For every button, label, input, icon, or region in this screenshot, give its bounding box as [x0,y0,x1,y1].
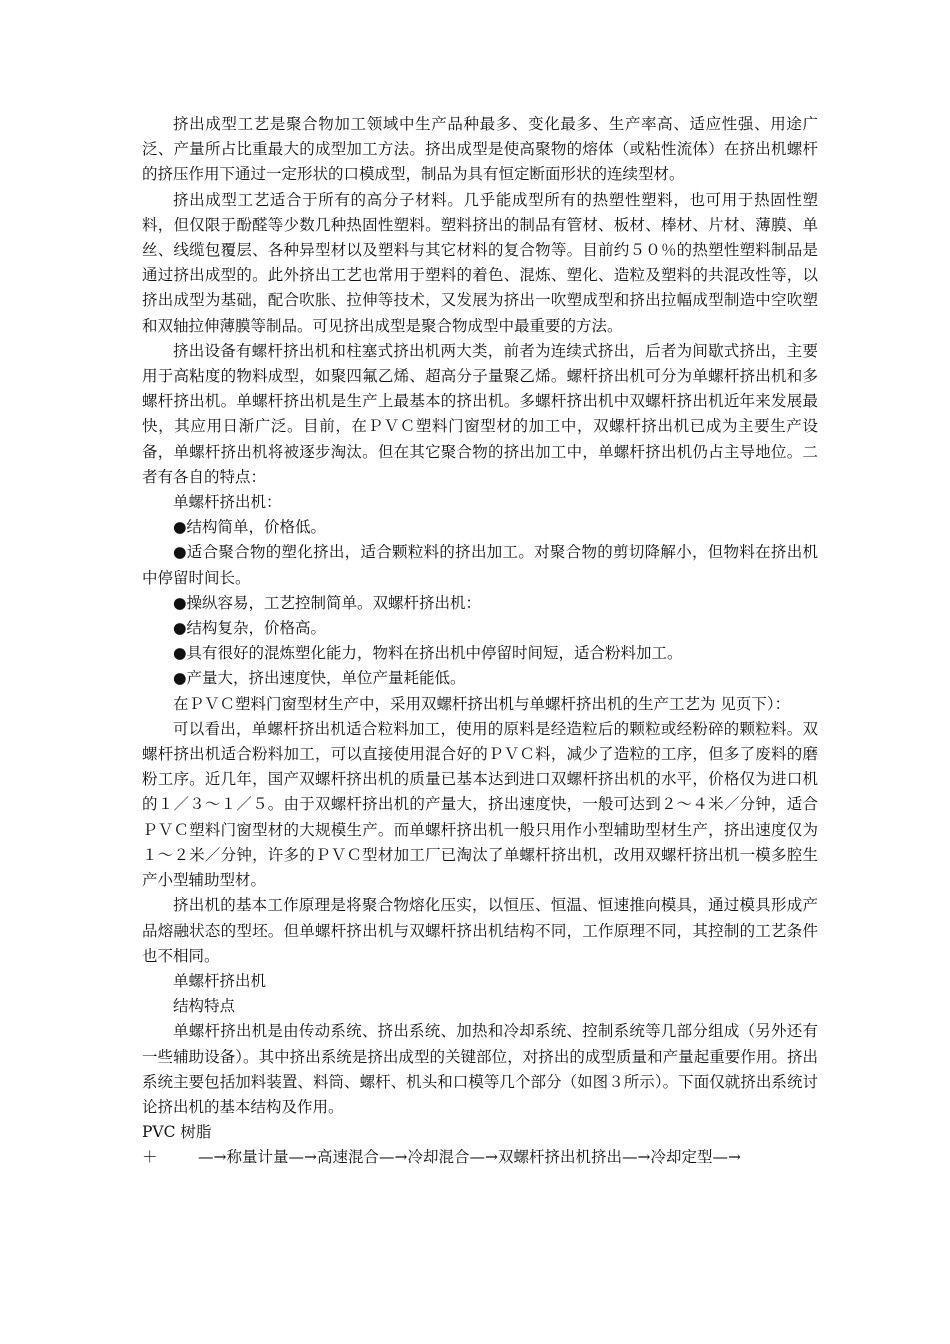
bullet-item: ●结构简单，价格低。 [173,518,327,537]
paragraph-structure: 单螺杆挤出机是由传动系统、挤出系统、加热和冷却系统、控制系统等几部分组成（另外还有一些辅助设备）。其中挤出系统是挤出成型的关键部位，对挤出的成型质量和产量起重要作用。挤出系统主要包括加料装置、料筒、螺杆、机头和口模等几个部分（如图３所示）。下面仅就挤出系统讨论挤出机的基本结构及作用。 [142,1022,818,1116]
bullet-item: ●具有很好的混炼塑化能力，物料在挤出机中停留时间短，适合粉料加工。 [173,644,683,663]
bullet-item: ●操纵容易，工艺控制简单。双螺杆挤出机： [173,593,482,612]
document-body [142,112,818,1171]
section-heading: 单螺杆挤出机 [173,971,267,990]
flow-plus-sign: ＋ [142,1148,158,1167]
flow-steps: —→称量计量—→高速混合—→冷却混合—→双螺杆挤出机挤出—→冷却定型—→ [198,1148,741,1167]
paragraph-comparison: 可以看出，单螺杆挤出机适合粒料加工，使用的原料是经造粒后的颗粒或经粉碎的颗粒料。双螺杆挤出机适合粉料加工，可以直接使用混合好的ＰＶＣ料，减少了造粒的工序，但多了废料的磨粉工序。近几年，国产双螺杆挤出机的质量已基本达到进口双螺杆挤出机的水平，价格仅为进口机的１／３～１／５。由于双螺杆挤出机的产量大，挤出速度快，一般可达到２～４米／分钟，适合ＰＶＣ塑料门窗型材的大规模生产。而单螺杆挤出机一般只用作小型辅助型材生产，挤出速度仅为１～２米／分钟，许多的ＰＶＣ型材加工厂已淘汰了单螺杆挤出机，改用双螺杆挤出机一模多腔生产小型辅助型材。 [142,719,818,890]
bullet-item: ●适合聚合物的塑化挤出，适合颗粒料的挤出加工。对聚合物的剪切降解小，但物料在挤出机中停留时间长。 [142,543,818,587]
process-flow-line [142,1145,818,1170]
heading-single-screw-features: 单螺杆挤出机： [173,493,282,512]
paragraph-equipment: 挤出设备有螺杆挤出机和柱塞式挤出机两大类，前者为连续式挤出，后者为间歇式挤出，主要用于高粘度的物料成型，如聚四氟乙烯、超高分子量聚乙烯。螺杆挤出机可分为单螺杆挤出机和多螺杆挤出机。单螺杆挤出机是生产上最基本的挤出机。多螺杆挤出机中双螺杆挤出机近年来发展最快，其应用日渐广泛。目前，在ＰＶＣ塑料门窗型材的加工中，双螺杆挤出机已成为主要生产设备，单螺杆挤出机将被逐步淘汰。但在其它聚合物的挤出加工中，单螺杆挤出机仍占主导地位。二者有各自的特点： [142,341,818,486]
paragraph-intro: 挤出成型工艺是聚合物加工领域中生产品种最多、变化最多、生产率高、适应性强、用途广泛、产量所占比重最大的成型加工方法。挤出成型是使高聚物的熔体（或粘性流体）在挤出机螺杆的挤压作用下通过一定形状的口模成型，制品为具有恒定断面形状的连续型材。 [142,115,818,184]
paragraph-process-intro: 在ＰＶＣ塑料门窗型材生产中，采用双螺杆挤出机与单螺杆挤出机的生产工艺为 见页下）： [173,694,791,713]
flow-label: PVC 树脂 [142,1123,212,1142]
bullet-item: ●结构复杂，价格高。 [173,619,327,638]
subsection-heading: 结构特点 [173,997,236,1016]
bullet-item: ●产量大，挤出速度快，单位产量耗能低。 [173,669,466,688]
paragraph-principle: 挤出机的基本工作原理是将聚合物熔化压实，以恒压、恒温、恒速推向模具，通过模具形成产品熔融状态的型坯。但单螺杆挤出机与双螺杆挤出机结构不同，工作原理不同，其控制的工艺条件也不相同。 [142,896,818,965]
paragraph-materials: 挤出成型工艺适合于所有的高分子材料。几乎能成型所有的热塑性塑料，也可用于热固性塑料，但仅限于酚醛等少数几种热固性塑料。塑料挤出的制品有管材、板材、棒材、片材、薄膜、单 丝、线缆包覆层、各种异型材以及塑料与其它材料的复合物等。目前约５０％的热塑性塑料制品是通过挤出成型的。此外挤出工艺也常用于塑料的着色、混炼、塑化、造粒及塑料的共混改性等，以挤出成型为基础，配合吹胀、拉伸等技术，又发展为挤出一吹塑成型和挤出拉幅成型制造中空吹塑和双轴拉伸薄膜等制品。可见挤出成型是聚合物成型中最重要的方法。 [142,190,818,335]
